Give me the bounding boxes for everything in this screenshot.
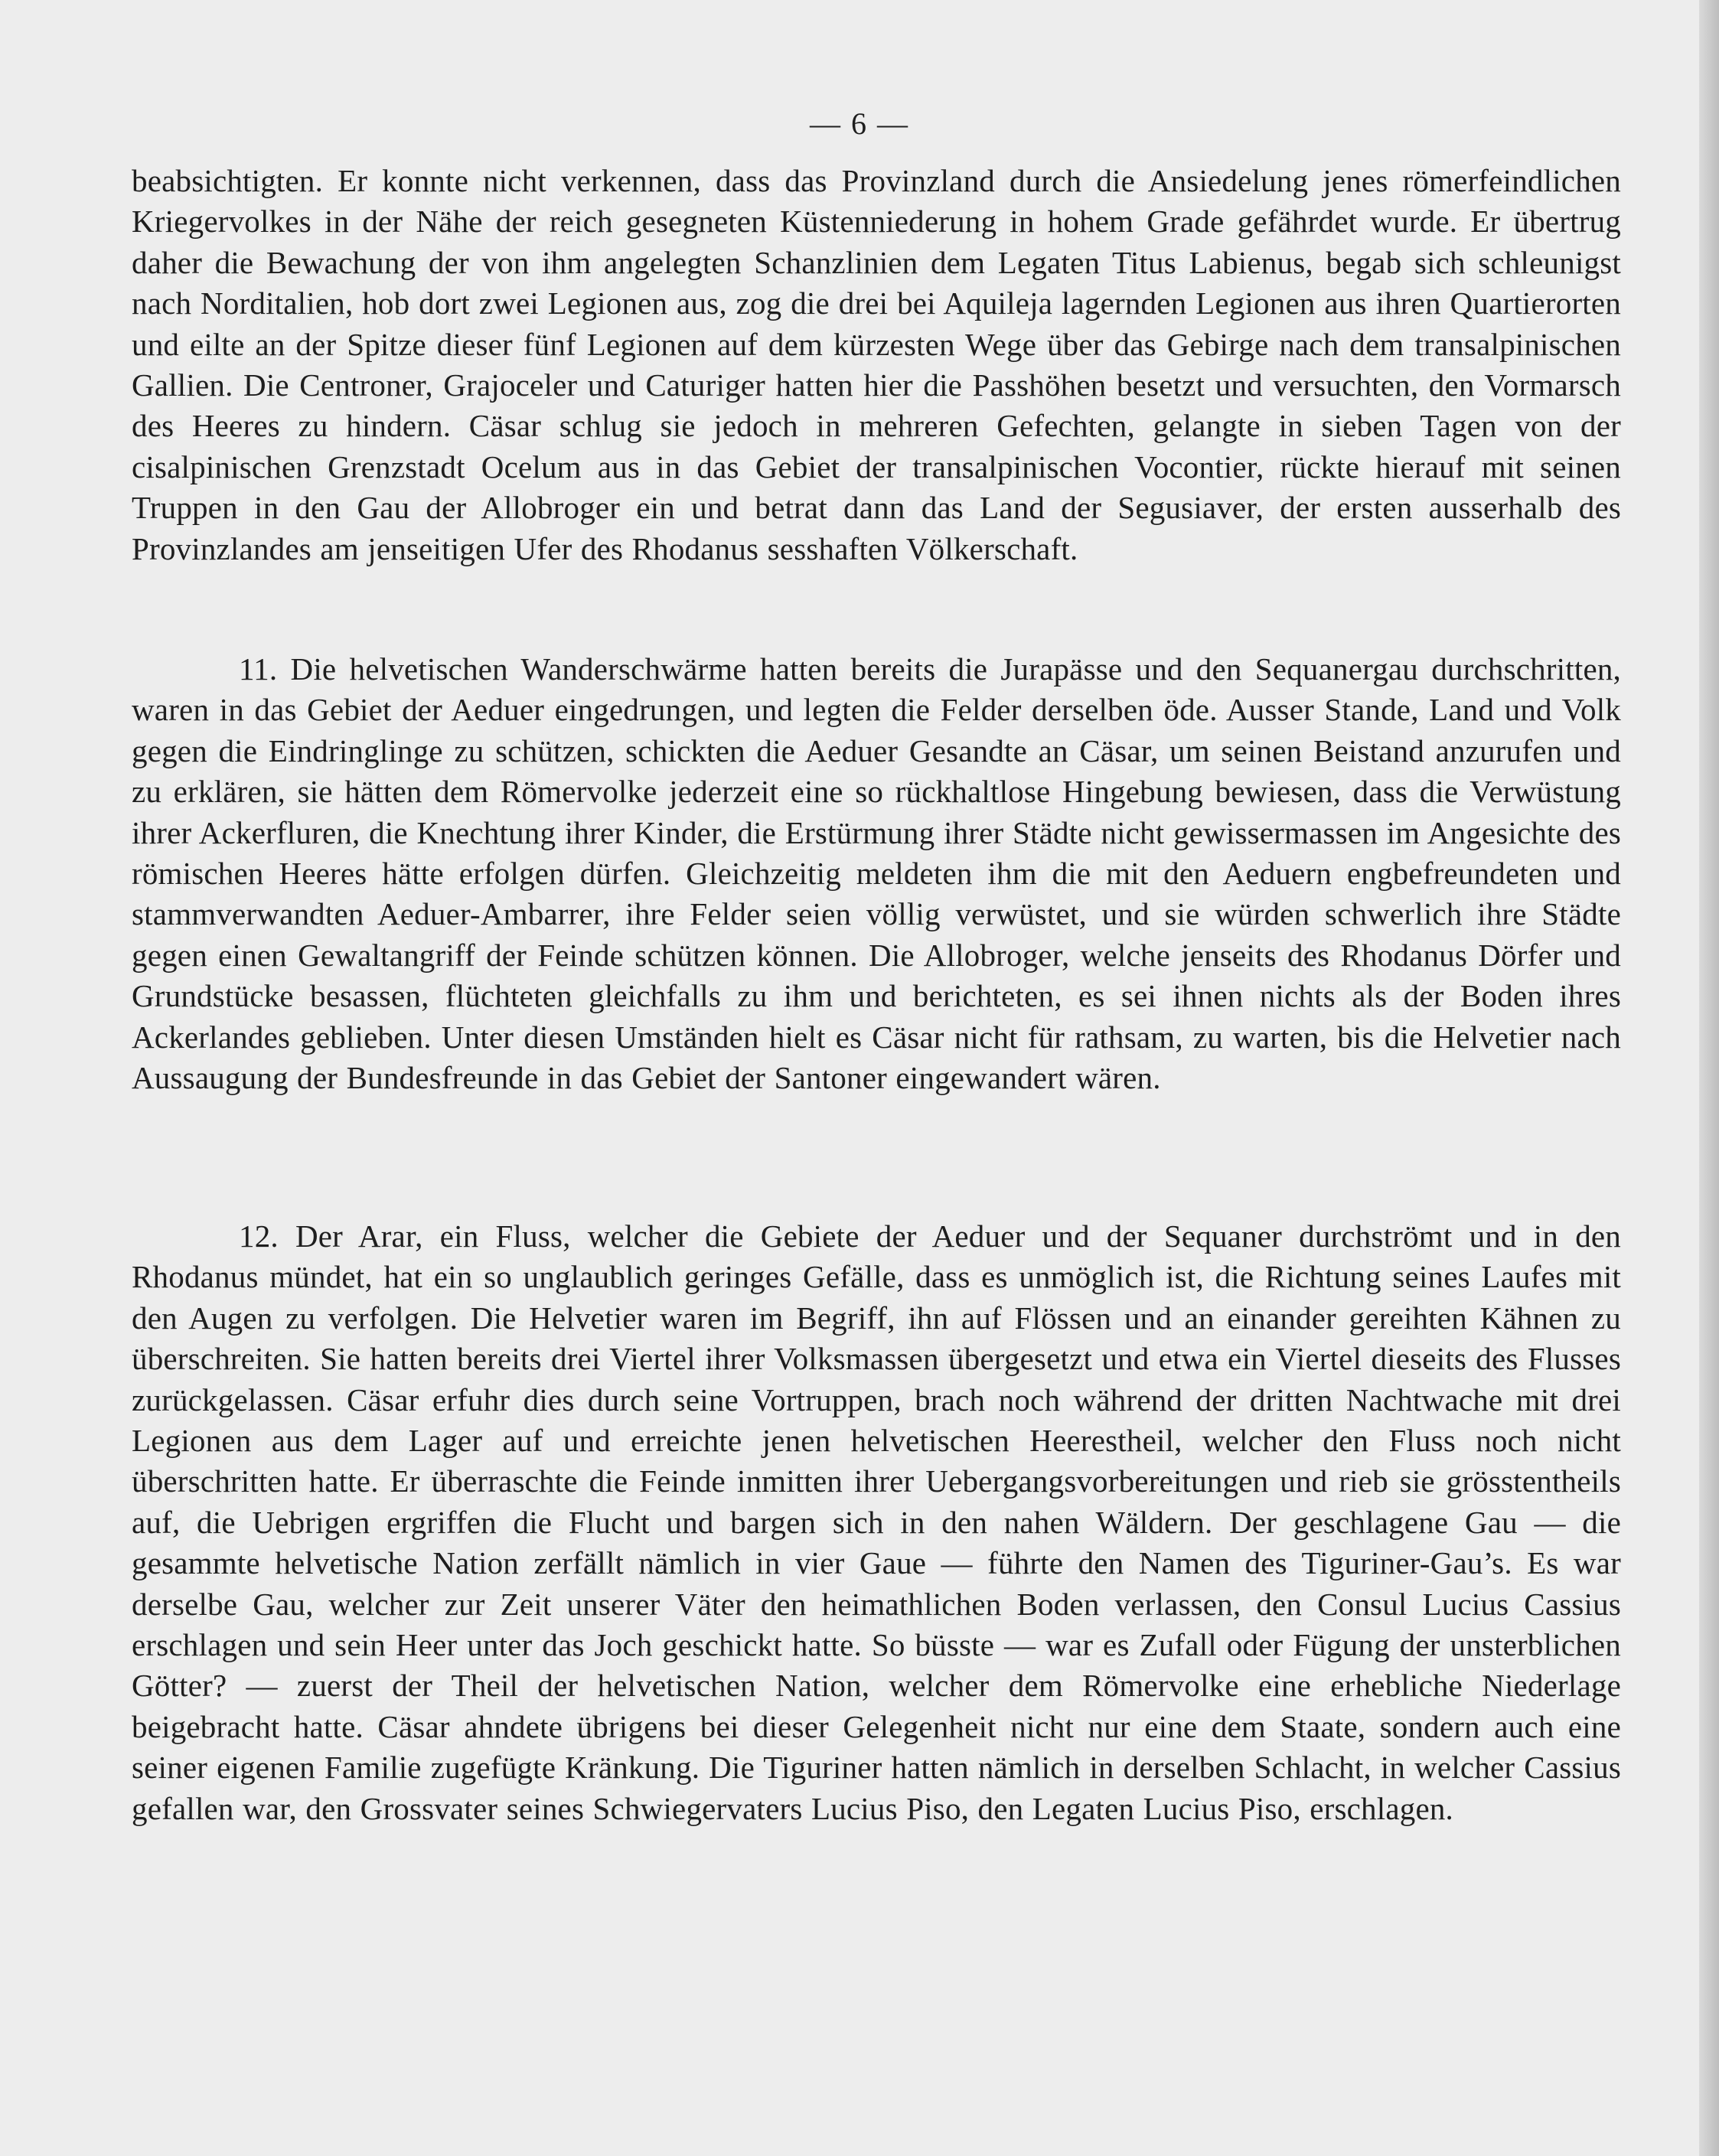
page-number: — 6 — <box>810 106 909 141</box>
section-11-paragraph-block <box>132 649 1621 1098</box>
page-edge-shadow <box>1699 0 1719 2156</box>
section-12-paragraph-block <box>132 1216 1621 1829</box>
paragraph-section-12: 12. Der Arar, ein Fluss, welcher die Gebiete der Aeduer und der Sequaner durchströmt und in den Rhodanus mündet, hat ein so unglaublich geringes Gefälle, dass es unmöglich ist, die Richtung seines Laufes mit den Augen zu verfolgen. Die Helvetier waren im Begriff, ihn auf Flössen und an einander gereihten Kähnen zu überschreiten. Sie hatten bereits drei Viertel ihrer Volksmassen übergesetzt und etwa ein Viertel dieseits des Flusses zurückgelassen. Cäsar erfuhr dies durch seine Vortruppen, brach noch während der dritten Nachtwache mit drei Legionen aus dem Lager auf und erreichte jenen helvetischen Heerestheil, welcher den Fluss noch nicht überschritten hatte. Er überraschte die Feinde inmitten ihrer Uebergangsvorbereitungen und rieb sie grösstentheils auf, die Uebrigen ergriffen die Flucht und bargen sich in den nahen Wäldern. Der geschlagene Gau — die gesammte helvetische Nation zerfällt nämlich in vier Gaue — führte den Namen des Tiguriner-Gau’s. Es war derselbe Gau, welcher zur Zeit unserer Väter den heimathlichen Boden verlassen, den Consul Lucius Cassius erschlagen und sein Heer unter das Joch geschickt hatte. So büsste — war es Zufall oder Fügung der unsterblichen Götter? — zuerst der Theil der helvetischen Nation, welcher dem Römervolke eine erhebliche Niederlage beigebracht hatte. Cäsar ahndete übrigens bei dieser Gelegenheit nicht nur eine dem Staate, sondern auch eine seiner eigenen Familie zugefügte Kränkung. Die Tiguriner hatten nämlich in derselben Schlacht, in welcher Cassius gefallen war, den Grossvater seines Schwiegervaters Lucius Piso, den Legaten Lucius Piso, erschlagen. <box>132 1218 1621 1826</box>
continuation-paragraph-block <box>132 161 1621 569</box>
paragraph-continuation: beabsichtigten. Er konnte nicht verkennen, dass das Provinzland durch die Ansiedelung jenes römerfeindlichen Kriegervolkes in der Nähe der reich gesegneten Küstenniederung in hohem Grade gefährdet wurde. Er übertrug daher die Bewachung der von ihm angelegten Schanzlinien dem Legaten Titus Labienus, begab sich schleunigst nach Norditalien, hob dort zwei Legionen aus, zog die drei bei Aquileja lagernden Legionen aus ihren Quartierorten und eilte an der Spitze dieser fünf Legionen auf dem kürzesten Wege über das Gebirge nach dem transalpinischen Gallien. Die Centroner, Grajoceler und Caturiger hatten hier die Passhöhen besetzt und versuchten, den Vormarsch des Heeres zu hindern. Cäsar schlug sie jedoch in mehreren Gefechten, gelangte in sieben Tagen von der cisalpinischen Grenzstadt Ocelum aus in das Gebiet der transalpinischen Vocontier, rückte hierauf mit seinen Truppen in den Gau der Allobroger ein und betrat dann das Land der Segusiaver, der ersten ausserhalb des Provinzlandes am jenseitigen Ufer des Rhodanus sesshaften Völkerschaft. <box>132 163 1621 566</box>
paragraph-section-11: 11. Die helvetischen Wanderschwärme hatten bereits die Jurapässe und den Sequanergau durchschritten, waren in das Gebiet der Aeduer eingedrungen, und legten die Felder derselben öde. Ausser Stande, Land und Volk gegen die Eindringlinge zu schützen, schickten die Aeduer Gesandte an Cäsar, um seinen Beistand anzurufen und zu erklären, sie hätten dem Römervolke jederzeit eine so rückhaltlose Hingebung bewiesen, dass die Verwüstung ihrer Ackerfluren, die Knechtung ihrer Kinder, die Erstürmung ihrer Städte nicht gewissermassen im Angesichte des römischen Heeres hätte erfolgen dürfen. Gleichzeitig meldeten ihm die mit den Aeduern engbefreundeten und stammverwandten Aeduer-Ambarrer, ihre Felder seien völlig verwüstet, und sie würden schwerlich ihre Städte gegen einen Gewaltangriff der Feinde schützen können. Die Allobroger, welche jenseits des Rhodanus Dörfer und Grundstücke besassen, flüchteten gleichfalls zu ihm und berichteten, es sei ihnen nichts als der Boden ihres Ackerlandes geblieben. Unter diesen Umständen hielt es Cäsar nicht für rathsam, zu warten, bis die Helvetier nach Aussaugung der Bundesfreunde in das Gebiet der Santoner eingewandert wären. <box>132 651 1621 1096</box>
